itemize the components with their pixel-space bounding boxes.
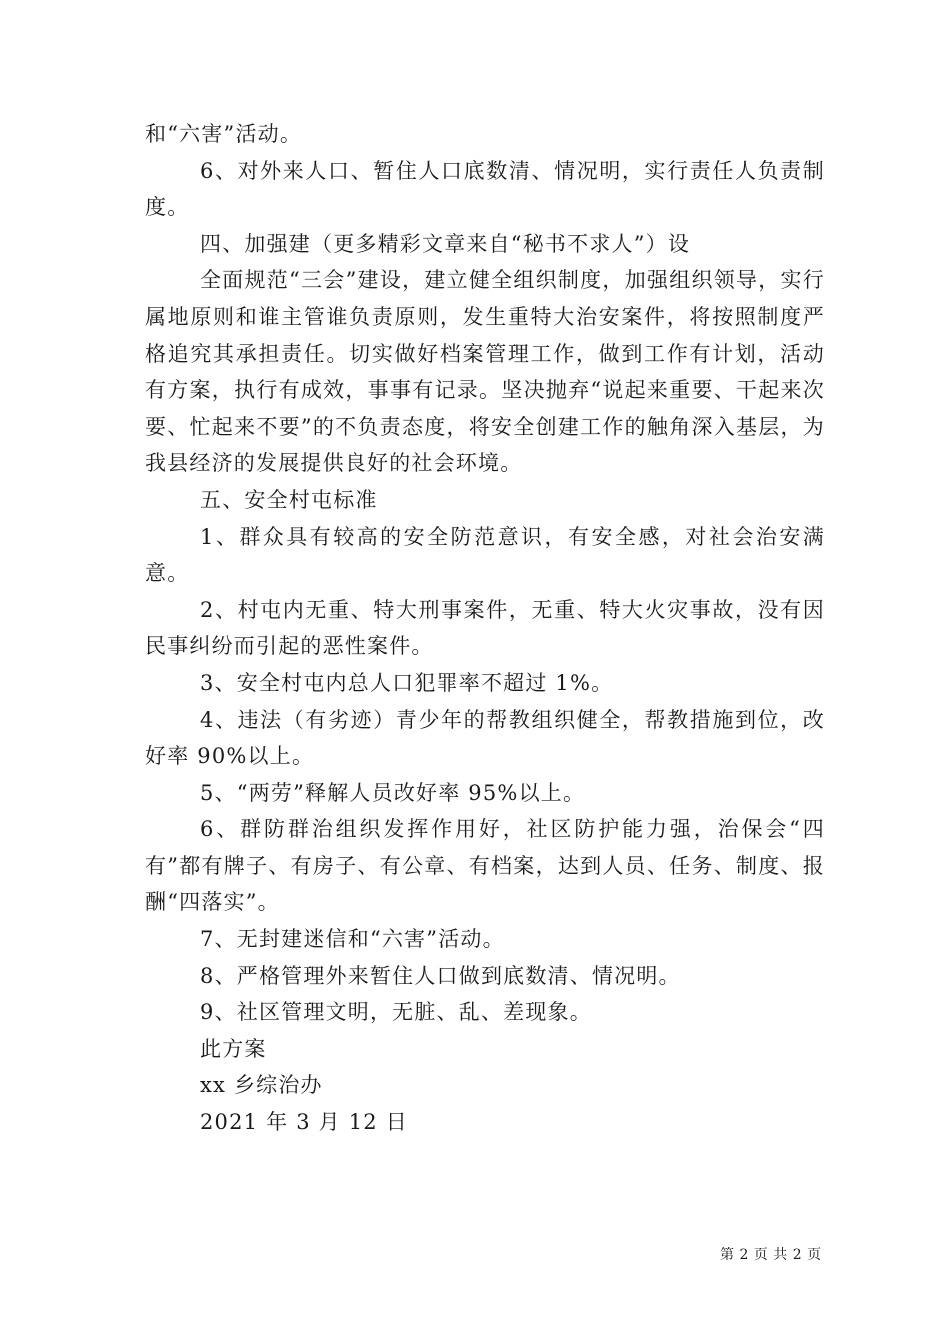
closing-line: 此方案 [200,1036,267,1061]
standard-item-5: 5、“两劳”释解人员改好率 95%以上。 [200,780,586,805]
signature-office: xx 乡综治办 [200,1073,323,1098]
standard-item-4: 4、违法（有劣迹）青少年的帮教组织健全，帮教措施到位，改好率 90%以上。 [145,707,825,769]
paragraph-item-6-population: 6、对外来人口、暂住人口底数清、情况明，实行责任人负责制度。 [145,158,825,220]
section-heading-5: 五、安全村屯标准 [200,487,378,512]
standard-item-9: 9、社区管理文明，无脏、乱、差现象。 [200,1000,592,1025]
standard-item-8: 8、严格管理外来暂住人口做到底数清、情况明。 [200,963,681,988]
standard-item-3: 3、安全村屯内总人口犯罪率不超过 1%。 [200,670,614,695]
page-number-footer: 第 2 页 共 2 页 [720,1247,822,1263]
paragraph-continuation: 和“六害”活动。 [145,122,303,146]
section-heading-4: 四、加强建（更多精彩文章来自“秘书不求人”）设 [200,231,691,256]
standard-item-7: 7、无封建迷信和“六害”活动。 [200,927,505,952]
paragraph-section-4-body: 全面规范“三会”建设，建立健全组织制度，加强组织领导，实行属地原则和谁主管谁负责原则，发生重特大治安案件，将按照制度严格追究其承担责任。切实做好档案管理工作，做到工作有计划，活动有方案，执行有成效，事事有记录。坚决抛弃“说起来重要、干起来次要、忙起来不要”的不负责态度，将安全创建工作的触角深入基层，为我县经济的发展提供良好的社会环境。 [145,268,825,476]
standard-item-2: 2、村屯内无重、特大刑事案件，无重、特大火灾事故，没有因民事纠纷而引起的恶性案件。 [145,597,825,659]
standard-item-1: 1、群众具有较高的安全防范意识，有安全感，对社会治安满意。 [145,524,825,586]
standard-item-6: 6、群防群治组织发挥作用好，社区防护能力强，治保会“四有”都有牌子、有房子、有公章、有档案，达到人员、任务、制度、报酬“四落实”。 [145,817,825,915]
document-body [145,116,825,1141]
signature-date: 2021 年 3 月 12 日 [200,1110,408,1135]
